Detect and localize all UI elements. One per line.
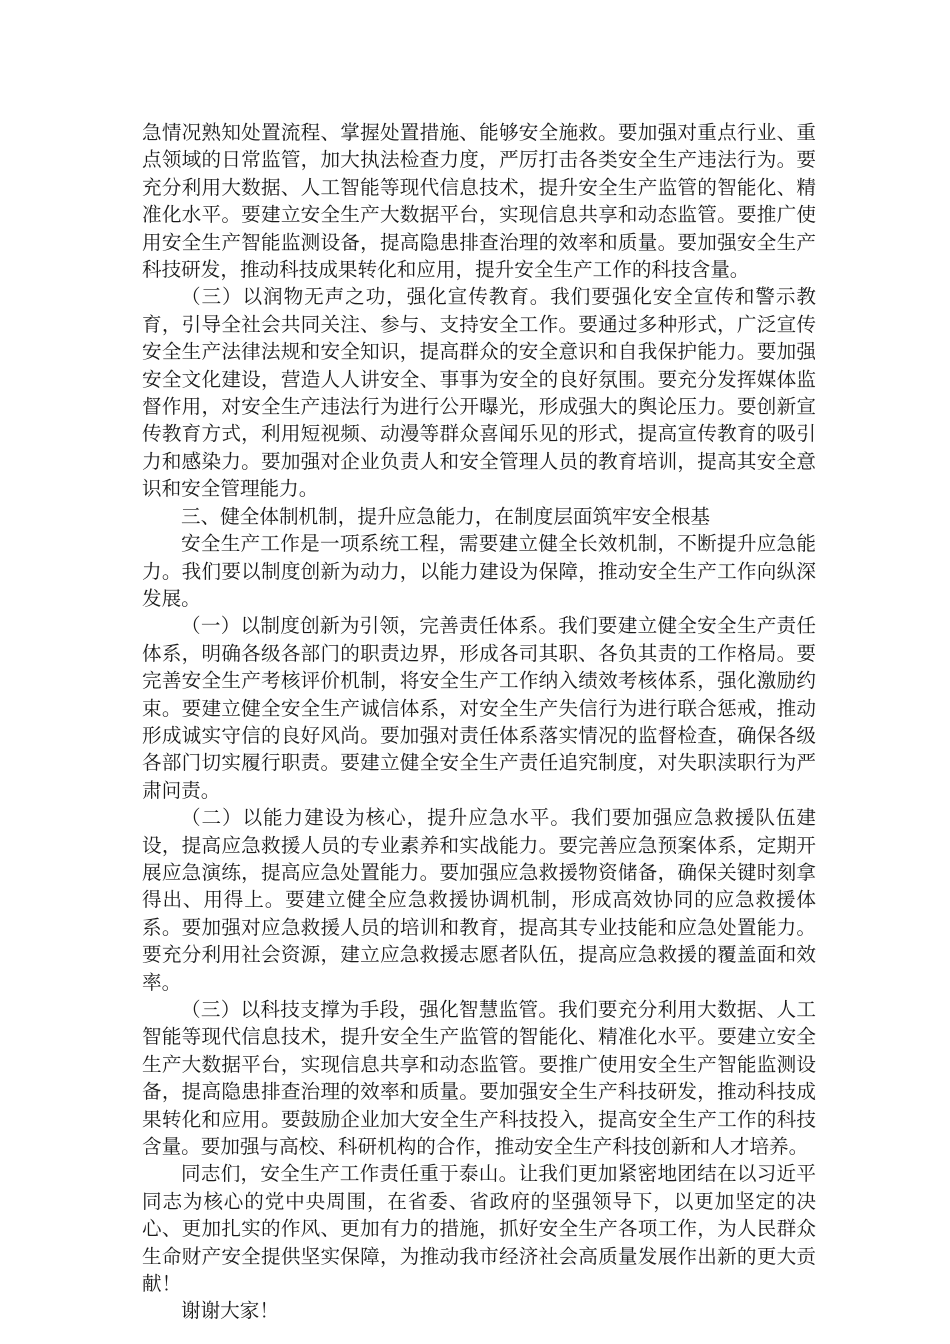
paragraph-thanks: 谢谢大家！: [181, 1299, 279, 1323]
paragraph-section-3-intro: 安全生产工作是一项系统工程，需要建立健全长效机制，不断提升应急能力。我们要以制度创新为动力，以能力建设为保障，推动安全生产工作向纵深发展。: [142, 532, 816, 610]
paragraph-continued: 急情况熟知处置流程、掌握处置措施、能够安全施救。要加强对重点行业、重点领域的日常监管，加大执法检查力度，严厉打击各类安全生产违法行为。要充分利用大数据、人工智能等现代信息技术，提升安全生产监管的智能化、精准化水平。要建立安全生产大数据平台，实现信息共享和动态监管。要推广使用安全生产智能监测设备，提高隐患排查治理的效率和质量。要加强安全生产科技研发，推动科技成果转化和应用，提升安全生产工作的科技含量。: [142, 121, 816, 282]
paragraph-section-3-3: （三）以科技支撑为手段，强化智慧监管。我们要充分利用大数据、人工智能等现代信息技术，提升安全生产监管的智能化、精准化水平。要建立安全生产大数据平台，实现信息共享和动态监管。要推广使用安全生产智能监测设备，提高隐患排查治理的效率和质量。要加强安全生产科技研发，推动科技成果转化和应用。要鼓励企业加大安全生产科技投入，提高安全生产工作的科技含量。要加强与高校、科研机构的合作，推动安全生产科技创新和人才培养。: [142, 998, 816, 1159]
paragraph-section-2-3: （三）以润物无声之功，强化宣传教育。我们要强化安全宣传和警示教育，引导全社会共同关注、参与、支持安全工作。要通过多种形式，广泛宣传安全生产法律法规和安全知识，提高群众的安全意识和自我保护能力。要加强安全文化建设，营造人人讲安全、事事为安全的良好氛围。要充分发挥媒体监督作用，对安全生产违法行为进行公开曝光，形成强大的舆论压力。要创新宣传教育方式，利用短视频、动漫等群众喜闻乐见的形式，提高宣传教育的吸引力和感染力。要加强对企业负责人和安全管理人员的教育培训，提高其安全意识和安全管理能力。: [142, 285, 816, 501]
paragraph-section-3-1: （一）以制度创新为引领，完善责任体系。我们要建立健全安全生产责任体系，明确各级各部门的职责边界，形成各司其职、各负其责的工作格局。要完善安全生产考核评价机制，将安全生产工作纳入绩效考核体系，强化激励约束。要建立健全安全生产诚信体系，对安全生产失信行为进行联合惩戒，推动形成诚实守信的良好风尚。要加强对责任体系落实情况的监督检查，确保各级各部门切实履行职责。要建立健全安全生产责任追究制度，对失职渎职行为严肃问责。: [142, 614, 816, 802]
paragraph-section-3-2: （二）以能力建设为核心，提升应急水平。我们要加强应急救援队伍建设，提高应急救援人员的专业素养和实战能力。要完善应急预案体系，定期开展应急演练，提高应急处置能力。要加强应急救援物资储备，确保关键时刻拿得出、用得上。要建立健全应急救援协调机制，形成高效协同的应急救援体系。要加强对应急救援人员的培训和教育，提高其专业技能和应急处置能力。要充分利用社会资源，建立应急救援志愿者队伍，提高应急救援的覆盖面和效率。: [142, 806, 816, 994]
paragraph-closing: 同志们，安全生产工作责任重于泰山。让我们更加紧密地团结在以习近平同志为核心的党中央周围，在省委、省政府的坚强领导下，以更加坚定的决心、更加扎实的作风、更加有力的措施，抓好安全生产各项工作，为人民群众生命财产安全提供坚实保障，为推动我市经济社会高质量发展作出新的更大贡献！: [142, 1162, 816, 1296]
document-body: [142, 119, 816, 1325]
section-heading-3: 三、健全体制机制，提升应急能力，在制度层面筑牢安全根基: [181, 504, 711, 528]
